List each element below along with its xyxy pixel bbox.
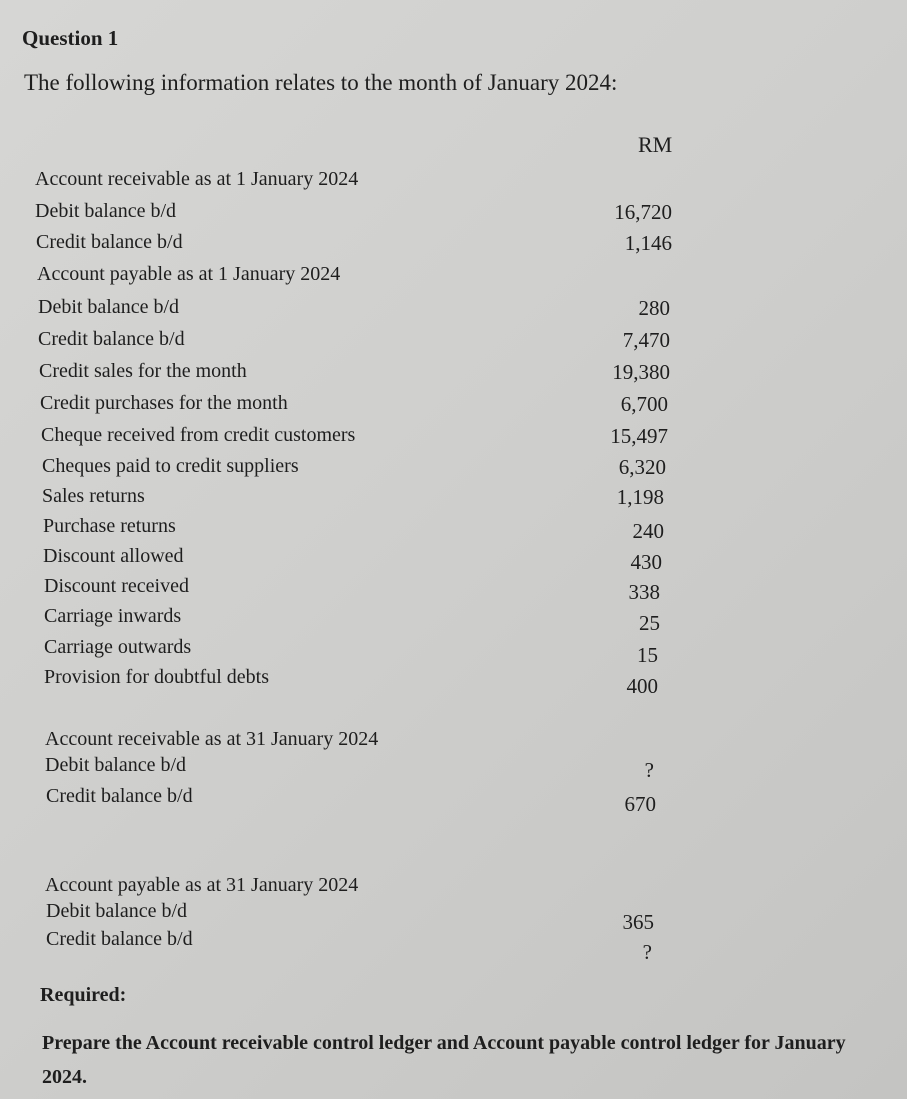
row-label: Cheque received from credit customers: [41, 424, 356, 446]
row-value: 6,700: [620, 392, 668, 416]
row-label: Credit balance b/d: [46, 928, 193, 950]
row-value: 338: [628, 580, 660, 604]
row-label: Debit balance b/d: [46, 900, 188, 922]
section-heading: Account receivable as at 31 January 2024: [45, 728, 379, 750]
row-label: Discount allowed: [43, 545, 184, 567]
row-label: Purchase returns: [43, 515, 176, 537]
row-label: Sales returns: [42, 485, 145, 507]
section-heading: Account payable as at 31 January 2024: [45, 874, 359, 896]
row-label: Carriage inwards: [44, 605, 182, 627]
question-title: Question 1: [22, 26, 119, 50]
required-heading: Required:: [40, 984, 127, 1006]
currency-header: RM: [638, 132, 673, 157]
row-label: Debit balance b/d: [45, 754, 187, 776]
row-value: 430: [630, 550, 662, 574]
row-value: 365: [622, 910, 654, 934]
section-heading: Account receivable as at 1 January 2024: [35, 168, 359, 190]
row-value: 1,146: [624, 231, 672, 255]
row-value: 670: [624, 792, 656, 816]
row-value: 16,720: [614, 200, 672, 224]
row-value: 240: [632, 519, 664, 543]
row-label: Credit sales for the month: [39, 360, 247, 382]
row-label: Credit balance b/d: [36, 231, 183, 253]
section-heading: Account payable as at 1 January 2024: [37, 263, 341, 285]
row-value: ?: [644, 758, 654, 782]
question-intro: The following information relates to the month of January 2024:: [24, 70, 618, 95]
row-label: Provision for doubtful debts: [44, 666, 269, 688]
row-value: 280: [638, 296, 670, 320]
row-label: Cheques paid to credit suppliers: [42, 455, 299, 477]
row-label: Carriage outwards: [44, 636, 192, 658]
row-label: Debit balance b/d: [38, 296, 180, 318]
row-value: 19,380: [612, 360, 670, 384]
row-label: Credit balance b/d: [46, 785, 193, 807]
row-label: Credit balance b/d: [38, 328, 185, 350]
row-value: 25: [639, 611, 660, 635]
row-value: 7,470: [622, 328, 670, 352]
row-label: Credit purchases for the month: [40, 392, 288, 414]
row-value: 15,497: [610, 424, 668, 448]
row-value: 15: [637, 643, 658, 667]
row-label: Debit balance b/d: [35, 200, 177, 222]
row-value: ?: [642, 940, 652, 964]
row-label: Discount received: [44, 575, 189, 597]
row-value: 400: [626, 674, 658, 698]
required-text: Prepare the Account receivable control ledger and Account payable control ledger for January 2024.: [42, 1032, 846, 1088]
row-value: 6,320: [618, 455, 666, 479]
row-value: 1,198: [616, 485, 664, 509]
